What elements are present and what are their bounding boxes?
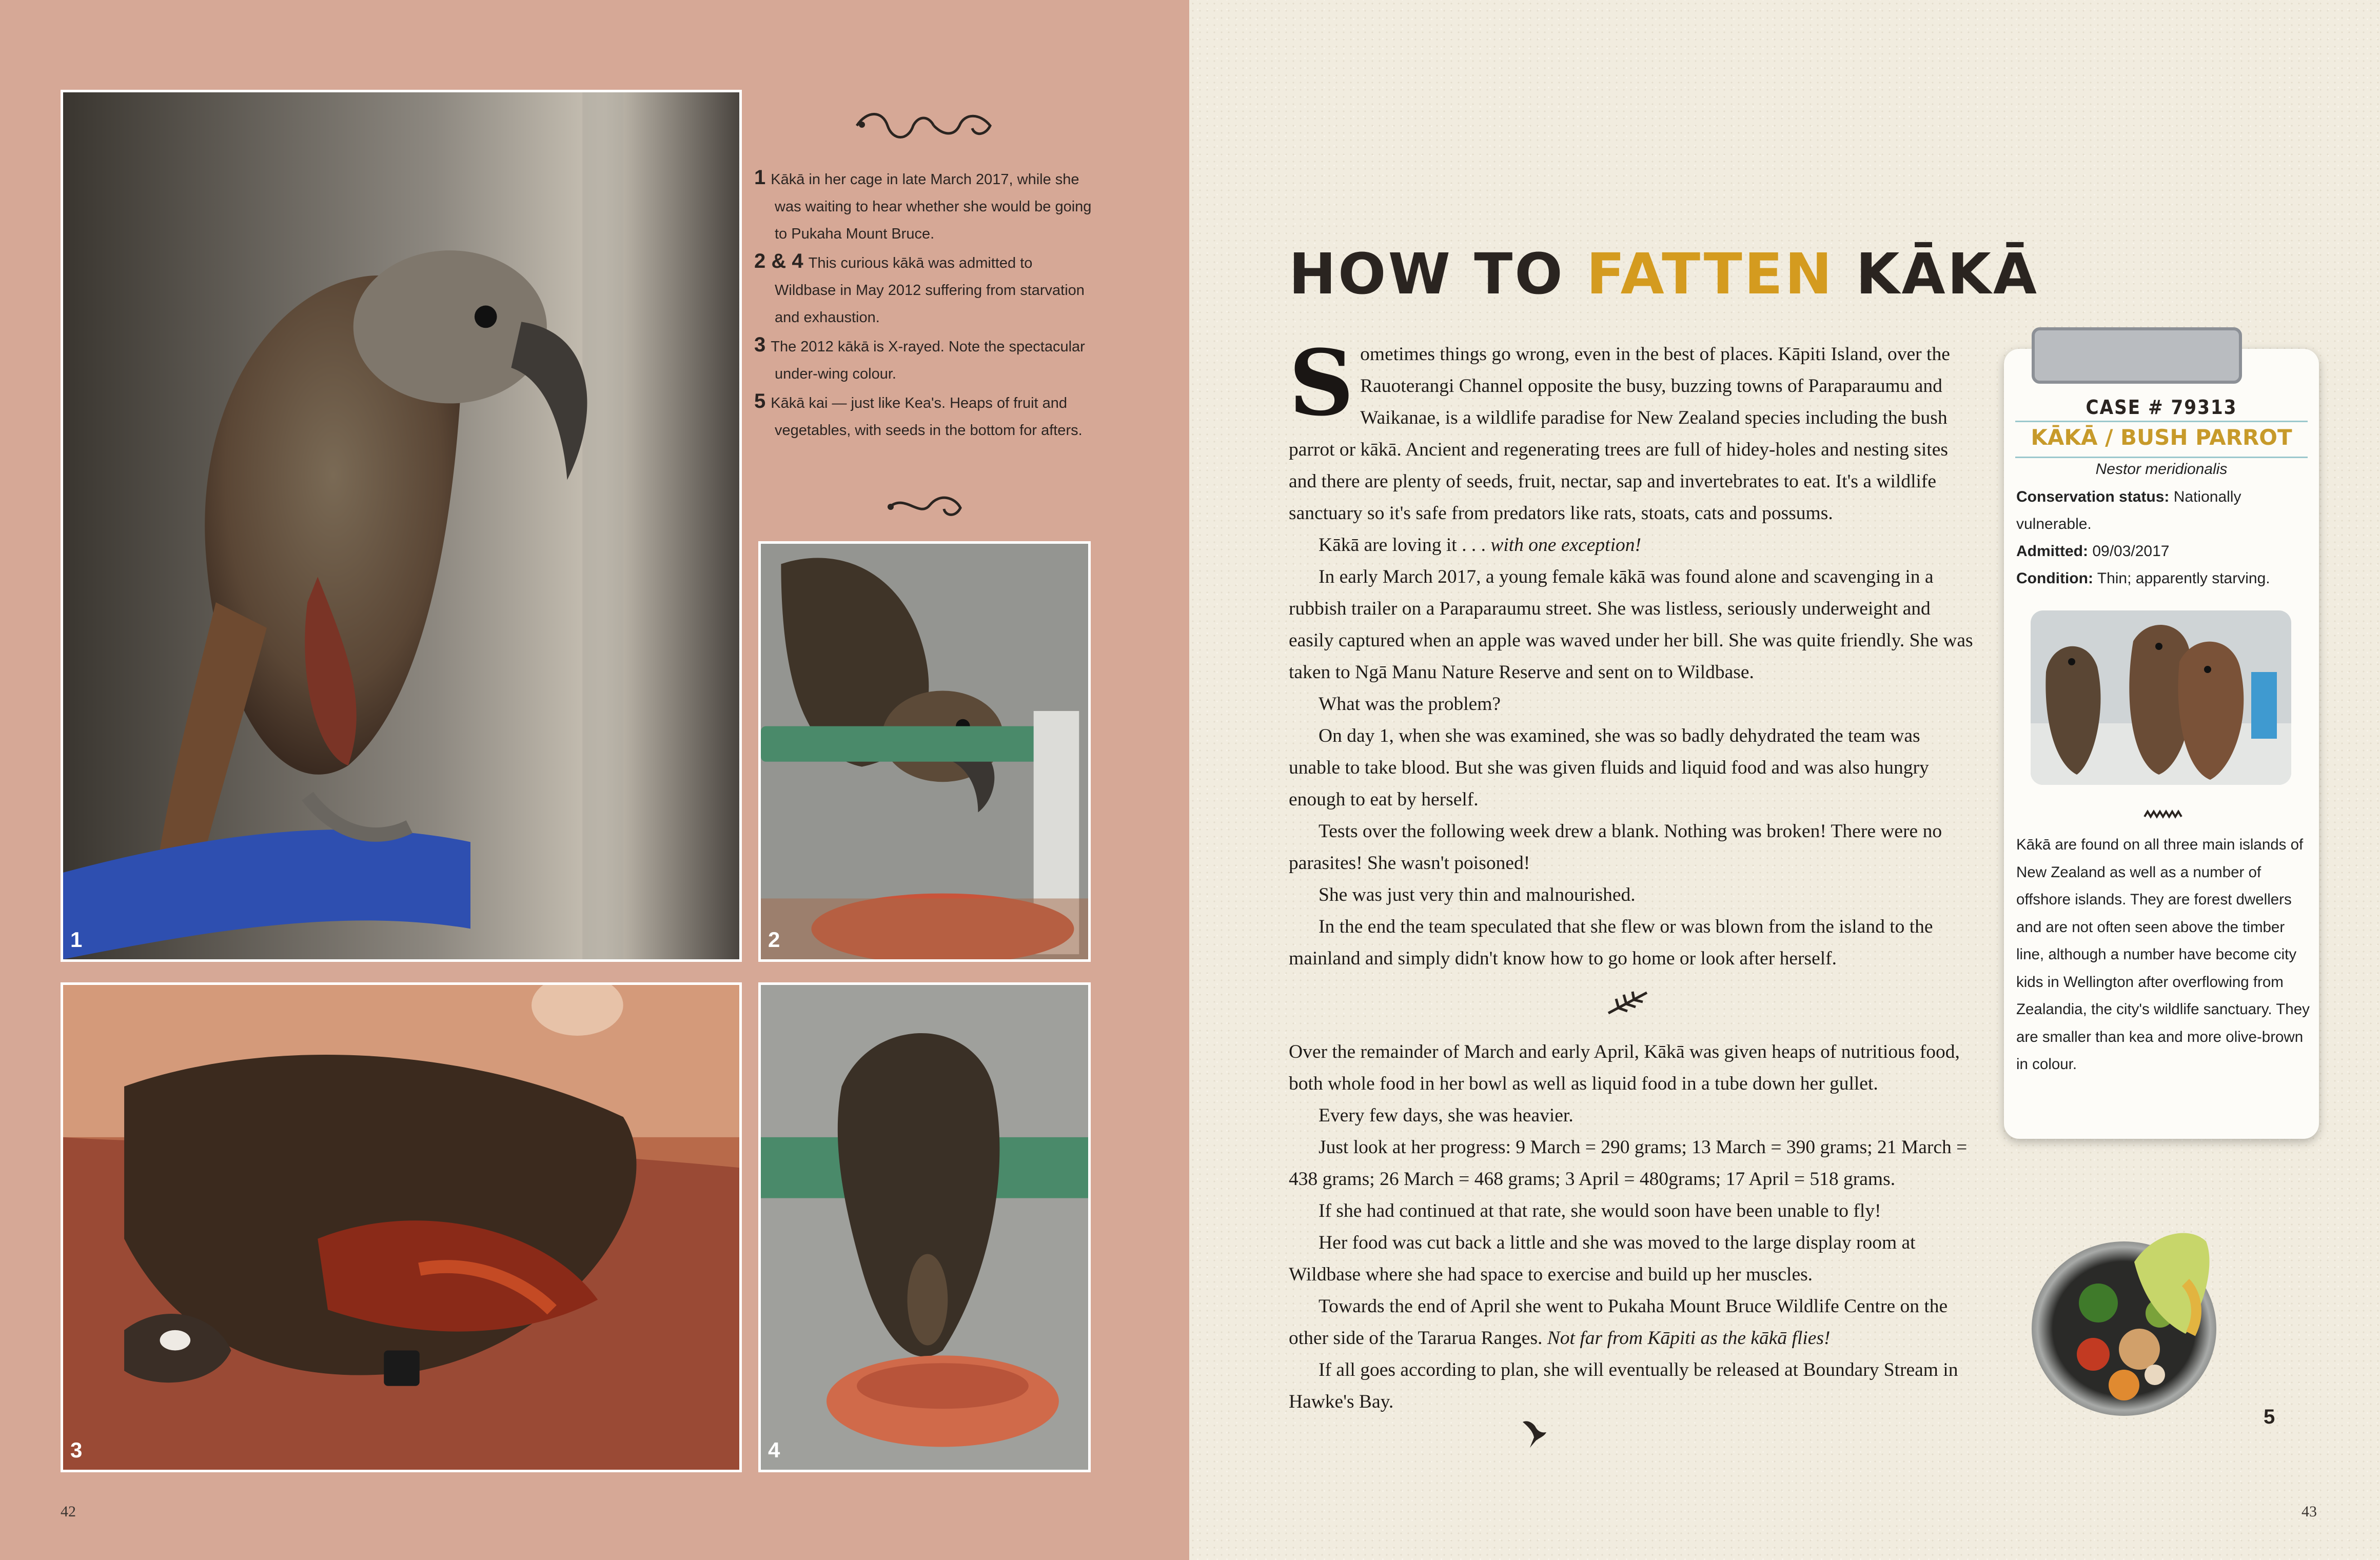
caption-text: The 2012 kākā is X-rayed. Note the spectacular under-wing colour. (771, 339, 1085, 382)
caption-text: This curious kākā was admitted to Wildbase in May 2012 suffering from starvation and exhaustion. (775, 255, 1085, 326)
paragraph: On day 1, when she was examined, she was so badly dehydrated the team was unable to take blood. But she was given fluids and liquid food and was also hungry enough to eat by herself. (1289, 725, 1929, 810)
photo-number-2: 2 (768, 927, 780, 952)
paragraph: What was the problem? (1319, 694, 1501, 715)
field-value: Nationally vulnerable. (2016, 488, 2241, 532)
paragraph-italic: Not far from Kāpiti as the kākā flies! (1547, 1328, 1831, 1349)
fern-leaf-icon (1606, 988, 1652, 1018)
page-number-right: 43 (2302, 1503, 2317, 1520)
admitted-date (2016, 538, 2309, 565)
caption-2-4 (754, 248, 1093, 331)
condition (2016, 565, 2309, 592)
drop-cap: S (1289, 330, 1354, 436)
conservation-status (2016, 483, 2309, 538)
paragraph: In the end the team speculated that she flew or was blown from the island to the mainland and simply didn't know how to go home or look after herself. (1289, 916, 1933, 969)
paragraph: Every few days, she was heavier. (1319, 1105, 1573, 1126)
caption-1 (754, 164, 1093, 248)
photo-number-1: 1 (70, 927, 83, 952)
feather-ornament-icon (2142, 808, 2184, 821)
paragraph (1289, 529, 1974, 561)
field-label: Conservation status: (2016, 488, 2170, 505)
paragraph (1289, 330, 1974, 529)
paragraph: If all goes according to plan, she will eventually be released at Boundary Stream in Hawke's Bay. (1289, 1359, 1958, 1412)
clipboard-clip (2032, 327, 2242, 384)
field-label: Admitted: (2016, 543, 2088, 560)
photo-kaka-leaning (758, 541, 1091, 962)
photo-food-bowl (2021, 1221, 2242, 1426)
caption-text: Kākā in her cage in late March 2017, while she was waiting to hear whether she would be going to Pukaha Mount Bruce. (771, 171, 1092, 242)
bird-silhouette-icon (1520, 1417, 1548, 1450)
photo-kaka-eating-bowl (758, 982, 1091, 1472)
species-description: Kākā are found on all three main islands of New Zealand as well as a number of offshore islands. They are forest dwellers and are not often seen above the timber line, although a number have become city kids in Wellington after overflowing from Zealandia, the city's wildlife sanctuary. They are smaller than kea and more olive-brown in colour. (2016, 836, 2310, 1073)
card-photo-three-kaka (2031, 610, 2291, 785)
divider (2015, 457, 2308, 458)
case-number: CASE # 79313 (2086, 396, 2237, 419)
article-body-2 (1289, 1036, 1974, 1418)
paragraph: She was just very thin and malnourished. (1319, 884, 1636, 905)
title-part-3: KĀKĀ (1856, 241, 2039, 307)
paragraph-text: Kākā are loving it . . . (1319, 535, 1491, 556)
case-card (2004, 349, 2319, 1139)
article-body-1 (1289, 330, 1974, 975)
caption-number: 2 & 4 (754, 250, 803, 272)
field-label: Condition: (2016, 570, 2093, 587)
title-part-1: HOW TO (1289, 241, 1587, 307)
paragraph: Her food was cut back a little and she was moved to the large display room at Wildbase where she had space to exercise and build up her muscles. (1289, 1232, 1916, 1285)
photo-kaka-on-perch (61, 90, 742, 962)
photo-number-3: 3 (70, 1438, 83, 1462)
photo-number-4: 4 (768, 1438, 780, 1462)
paragraph-italic: with one exception! (1490, 535, 1641, 556)
field-value: Thin; apparently starving. (2097, 570, 2270, 587)
photo-captions (754, 164, 1093, 444)
paragraph (1289, 1291, 1974, 1354)
case-fields (2016, 483, 2309, 592)
photo-number-5: 5 (2264, 1406, 2275, 1428)
flourish-ornament-top (852, 105, 1000, 146)
paragraph: Tests over the following week drew a blank. Nothing was broken! There were no parasites! She wasn't poisoned! (1289, 821, 1942, 874)
field-value: 09/03/2017 (2092, 543, 2170, 560)
caption-number: 1 (754, 166, 766, 189)
paragraph: In early March 2017, a young female kākā was found alone and scavenging in a rubbish trailer on a Paraparaumu street. She was listless, seriously underweight and easily captured when an apple was waved under her bill. She was quite friendly. She was taken to Ngā Manu Nature Reserve and sent on to Wildbase. (1289, 566, 1973, 683)
caption-5 (754, 388, 1093, 444)
caption-number: 3 (754, 333, 766, 356)
paragraph-text: ometimes things go wrong, even in the best of places. Kāpiti Island, over the Rauoterangi Channel opposite the busy, buzzing towns of Paraparaumu and Waikanae, is a wildlife paradise for New Zealand species including the bush parrot or kākā. Ancient and regenerating trees are full of hidey-holes and nesting sites and there are plenty of seeds, fruit, nectar, sap and invertebrates to eat. It's a wildlife sanctuary so it's safe from predators like rats, stoats, cats and possums. (1289, 344, 1950, 524)
caption-3 (754, 331, 1093, 388)
scientific-name: Nestor meridionalis (2095, 461, 2228, 478)
page-number-left: 42 (61, 1503, 76, 1520)
photo-kaka-xray-wing (61, 982, 742, 1472)
paragraph: If she had continued at that rate, she would soon have been unable to fly! (1319, 1200, 1881, 1221)
page-title (1289, 241, 2039, 307)
divider (2015, 421, 2308, 422)
caption-text: Kākā kai — just like Kea's. Heaps of fruit and vegetables, with seeds in the bottom for afters. (771, 395, 1083, 439)
species-name: KĀKĀ / BUSH PARROT (2031, 425, 2292, 450)
paragraph: Just look at her progress: 9 March = 290 grams; 13 March = 390 grams; 21 March = 438 grams; 26 March = 468 grams; 3 April = 480grams; 17 April = 518 grams. (1289, 1137, 1968, 1190)
flourish-ornament-bottom (883, 487, 971, 523)
caption-number: 5 (754, 390, 766, 412)
paragraph-text: Towards the end of April she went to Pukaha Mount Bruce Wildlife Centre on the other side of the Tararua Ranges. (1289, 1296, 1948, 1349)
title-part-2: FATTEN (1586, 241, 1856, 307)
paragraph: Over the remainder of March and early April, Kākā was given heaps of nutritious food, both whole food in her bowl as well as liquid food in a tube down her gullet. (1289, 1041, 1960, 1094)
